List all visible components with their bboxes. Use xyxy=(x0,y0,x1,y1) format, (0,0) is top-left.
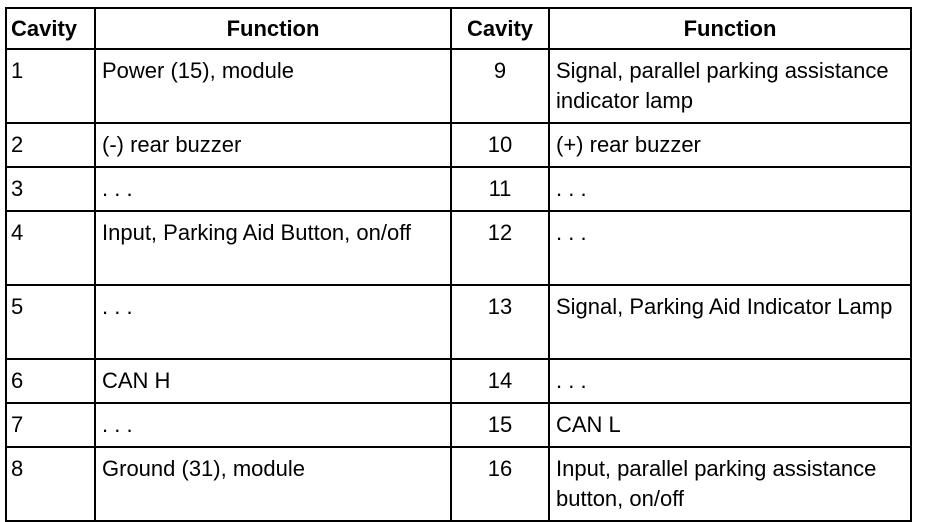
cavity-function: . . . xyxy=(549,167,911,211)
cavity-function: Signal, Parking Aid Indicator Lamp xyxy=(549,285,911,359)
cavity-function: (-) rear buzzer xyxy=(95,123,451,167)
cavity-number: 1 xyxy=(6,49,95,123)
cavity-function: . . . xyxy=(549,359,911,403)
cavity-function: Signal, parallel parking assistance indicator lamp xyxy=(549,49,911,123)
cavity-number: 11 xyxy=(451,167,549,211)
table-row xyxy=(6,211,911,285)
table-row xyxy=(6,49,911,123)
cavity-function: CAN L xyxy=(549,403,911,447)
cavity-number: 9 xyxy=(451,49,549,123)
cavity-function: . . . xyxy=(95,285,451,359)
header-cavity-left: Cavity xyxy=(6,8,95,49)
header-function-right: Function xyxy=(549,8,911,49)
table-row xyxy=(6,123,911,167)
cavity-number: 3 xyxy=(6,167,95,211)
cavity-function: CAN H xyxy=(95,359,451,403)
cavity-function: Input, parallel parking assistance button, on/off xyxy=(549,447,911,521)
cavity-number: 13 xyxy=(451,285,549,359)
cavity-function: Input, Parking Aid Button, on/off xyxy=(95,211,451,285)
connector-pinout-table xyxy=(5,7,912,522)
cavity-number: 6 xyxy=(6,359,95,403)
cavity-number: 8 xyxy=(6,447,95,521)
header-function-left: Function xyxy=(95,8,451,49)
header-cavity-right: Cavity xyxy=(451,8,549,49)
cavity-number: 2 xyxy=(6,123,95,167)
cavity-number: 7 xyxy=(6,403,95,447)
table-row xyxy=(6,285,911,359)
cavity-number: 14 xyxy=(451,359,549,403)
cavity-number: 5 xyxy=(6,285,95,359)
table-header-row xyxy=(6,8,911,49)
table-row xyxy=(6,167,911,211)
table-row xyxy=(6,359,911,403)
table-row xyxy=(6,403,911,447)
cavity-function: Ground (31), module xyxy=(95,447,451,521)
cavity-function: . . . xyxy=(95,403,451,447)
cavity-number: 10 xyxy=(451,123,549,167)
cavity-number: 16 xyxy=(451,447,549,521)
cavity-number: 4 xyxy=(6,211,95,285)
cavity-number: 12 xyxy=(451,211,549,285)
cavity-function: Power (15), module xyxy=(95,49,451,123)
cavity-function: . . . xyxy=(95,167,451,211)
table-row xyxy=(6,447,911,521)
cavity-function: . . . xyxy=(549,211,911,285)
cavity-function: (+) rear buzzer xyxy=(549,123,911,167)
cavity-number: 15 xyxy=(451,403,549,447)
